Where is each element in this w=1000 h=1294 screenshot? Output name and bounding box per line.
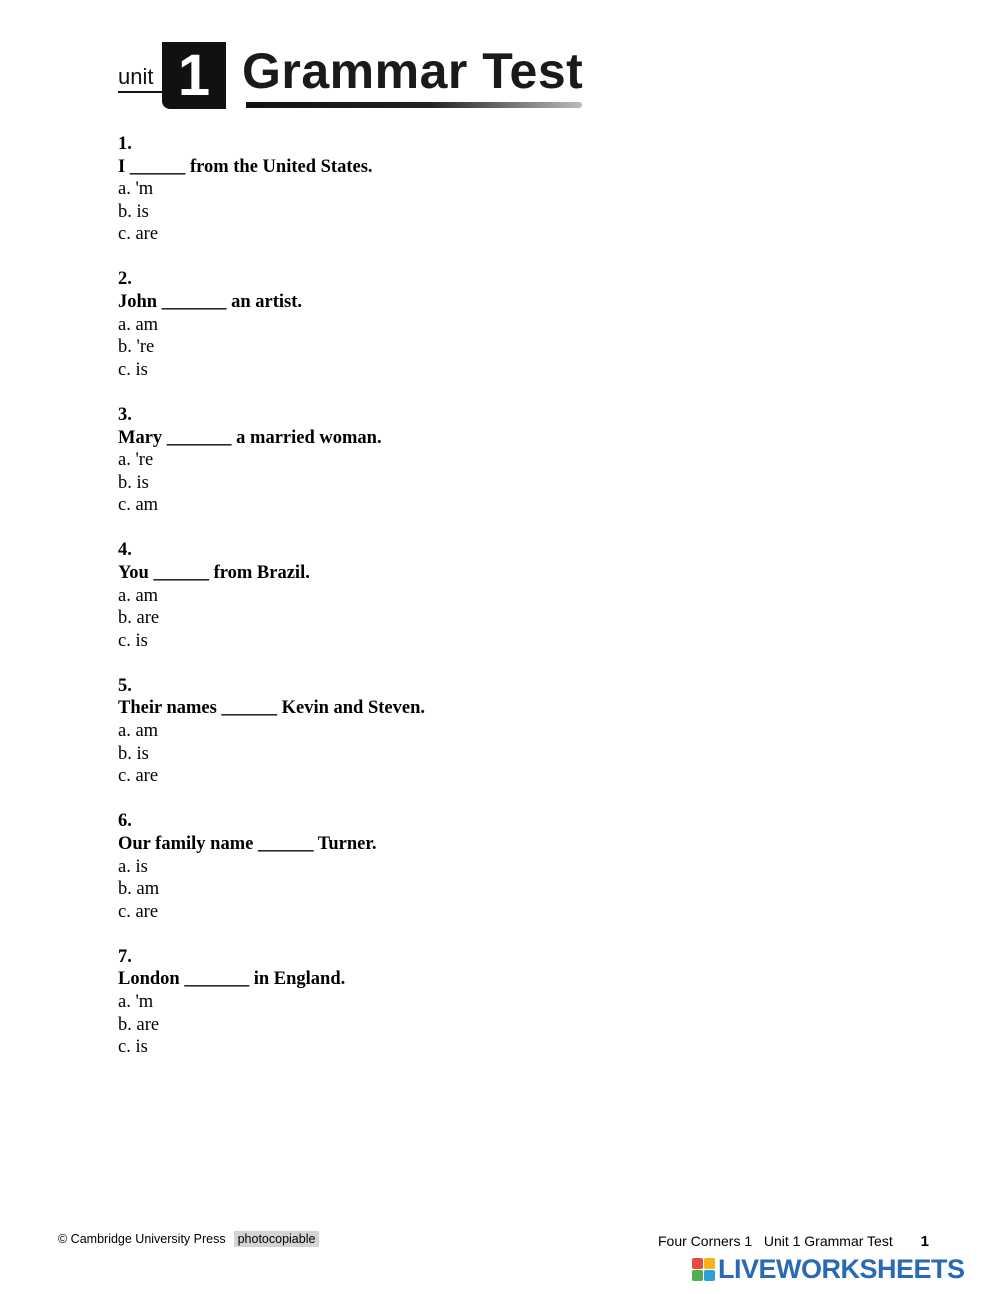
question-number: 4. (118, 540, 132, 561)
liveworksheets-blocks-icon (692, 1258, 716, 1282)
answer-option[interactable]: c. is (118, 630, 148, 651)
question-number: 1. (118, 134, 132, 154)
question-number: 3. (118, 404, 132, 425)
question-text: Their names ______ Kevin and Steven. (118, 698, 425, 719)
answer-option[interactable]: c. is (118, 1037, 148, 1058)
answer-option[interactable]: b. 're (118, 337, 155, 358)
answer-option[interactable]: b. is (118, 472, 149, 493)
page-title: Grammar Test (242, 43, 584, 99)
question-text: I ______ from the United States. (118, 156, 373, 177)
question-5 (118, 675, 718, 788)
answer-option[interactable]: c. am (118, 495, 159, 516)
title-underline (246, 102, 582, 108)
liveworksheets-wordmark: LIVEWORKSHEETS (718, 1254, 965, 1284)
answer-option[interactable]: a. am (118, 585, 159, 606)
answer-option[interactable]: b. am (118, 879, 160, 900)
question-1 (118, 133, 718, 246)
answer-option[interactable]: a. 'm (118, 992, 154, 1012)
unit-number-badge: 1 (162, 42, 226, 109)
question-2 (118, 268, 718, 381)
answer-option[interactable]: c. is (118, 359, 148, 380)
copyright-text: © Cambridge University Press (58, 1232, 226, 1246)
answer-option[interactable]: a. 'm (118, 179, 154, 200)
question-6 (118, 810, 718, 923)
answer-option[interactable]: b. are (118, 608, 160, 629)
answer-option[interactable]: b. is (118, 201, 149, 222)
answer-option[interactable]: b. is (118, 743, 149, 764)
question-list (118, 133, 718, 1081)
question-text: You ______ from Brazil. (118, 563, 310, 583)
answer-option[interactable]: a. am (118, 314, 159, 335)
question-text: John _______ an artist. (118, 292, 302, 313)
photocopiable-badge: photocopiable (234, 1231, 320, 1247)
worksheet-header (118, 40, 588, 112)
course-name: Four Corners 1 (658, 1233, 753, 1249)
footer-course-info (658, 1233, 929, 1250)
question-text: Mary _______ a married woman. (118, 427, 382, 448)
answer-option[interactable]: a. am (118, 721, 159, 742)
unit-underline (118, 91, 164, 93)
question-7 (118, 946, 718, 1059)
liveworksheets-logo[interactable] (692, 1254, 992, 1286)
answer-option[interactable]: b. are (118, 1014, 160, 1035)
answer-option[interactable]: a. 're (118, 450, 154, 471)
unit-title: Unit 1 Grammar Test (763, 1233, 893, 1249)
question-number: 7. (118, 946, 132, 967)
answer-option[interactable]: c. are (118, 901, 159, 922)
footer-copyright (58, 1232, 319, 1246)
question-text: Our family name ______ Turner. (118, 833, 377, 854)
answer-option[interactable]: a. is (118, 856, 148, 877)
page-number: 1 (920, 1233, 929, 1250)
question-3 (118, 404, 718, 517)
question-4 (118, 539, 718, 652)
question-number: 6. (118, 811, 132, 832)
question-number: 2. (118, 269, 132, 290)
question-text: London _______ in England. (118, 969, 346, 990)
question-number: 5. (118, 675, 132, 696)
unit-label: unit (118, 64, 154, 89)
answer-option[interactable]: c. are (118, 224, 159, 245)
answer-option[interactable]: c. are (118, 766, 159, 787)
